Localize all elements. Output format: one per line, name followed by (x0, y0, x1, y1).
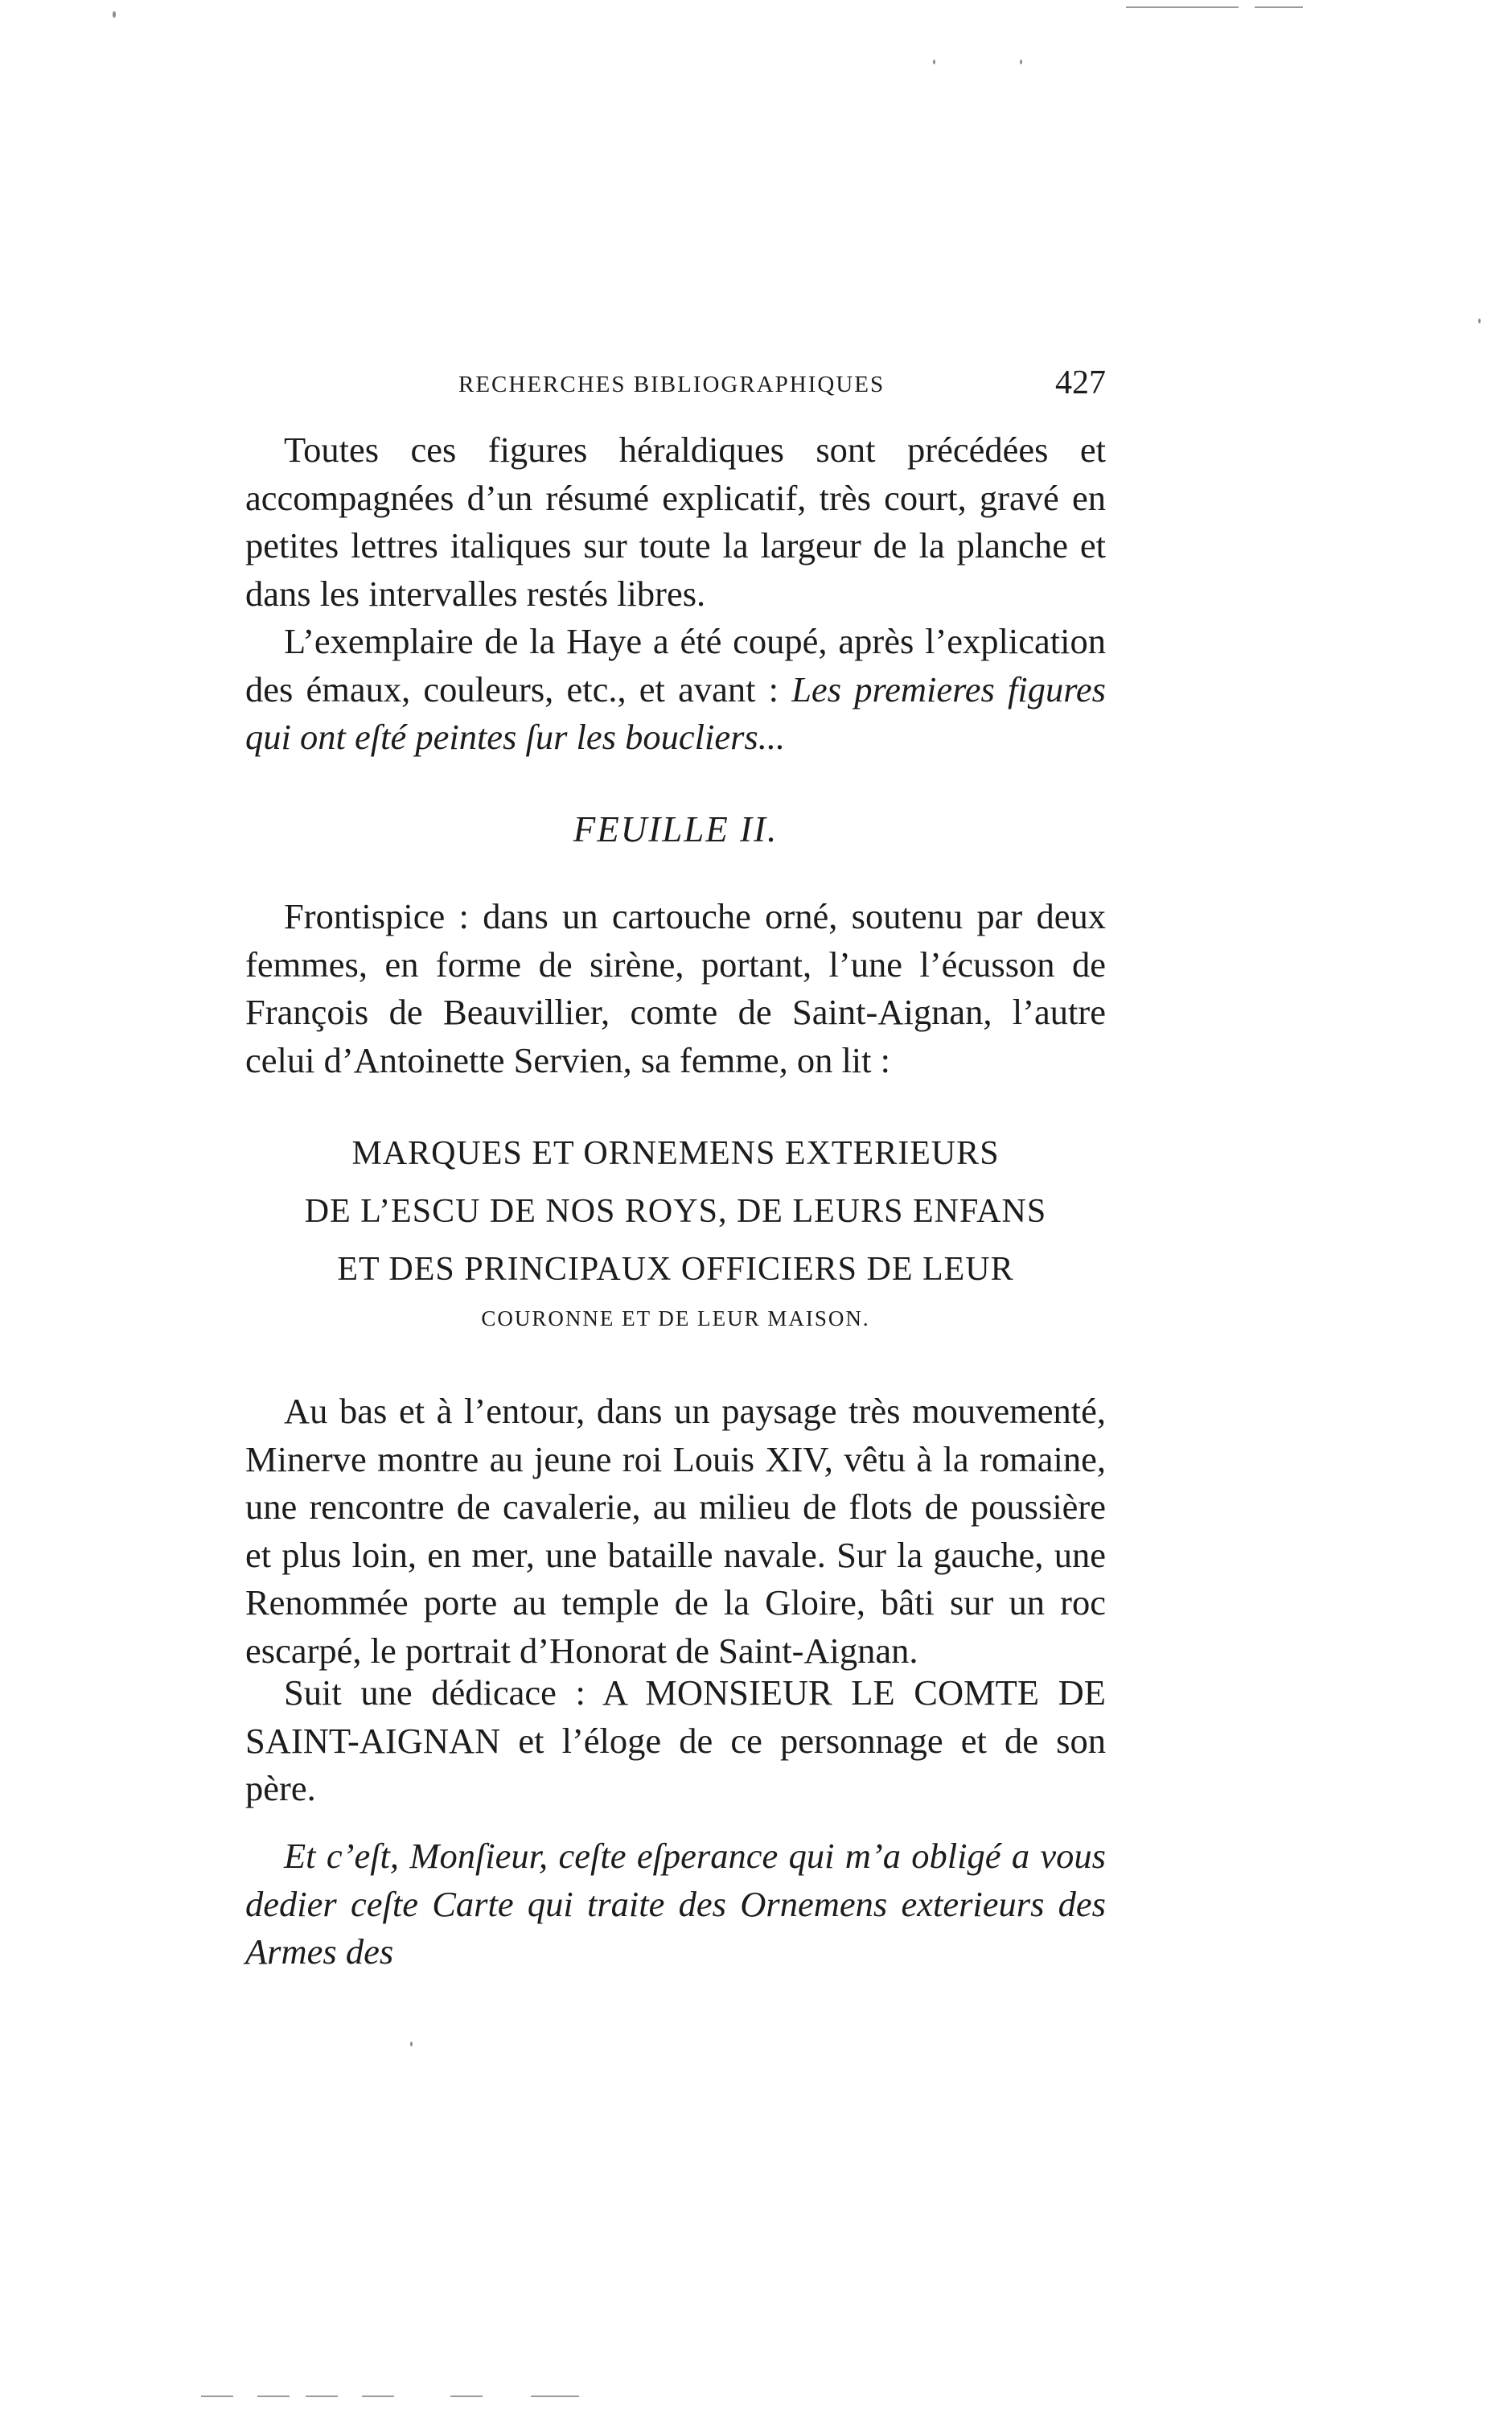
dedication-caps: A MONSIEUR LE COMTE DE SAINT-AIGNAN (245, 1672, 1106, 1761)
paragraph-text-roman: Suit une dédicace : (284, 1672, 602, 1713)
scan-edge-mark (531, 2396, 579, 2397)
paragraph-la-haye-copy (245, 618, 1106, 762)
paragraph-text (245, 618, 1106, 762)
scan-edge-mark (1255, 6, 1303, 8)
scan-edge-mark (201, 2396, 233, 2397)
paragraph-text-roman: et l’éloge de ce personnage et de son père. (245, 1720, 1106, 1808)
running-title: RECHERCHES BIBLIOGRAPHIQUES (458, 372, 885, 397)
paragraph-text: Frontispice : dans un cartouche orné, soutenu par deux femmes, en forme de sirène, portant, l’une l’écusson de François de Beauvillier, comte de Saint-Aignan, l’autre celui d’Antoinette Servien, sa femme, on lit : (245, 896, 1106, 1080)
paragraph-text-roman: L’exemplaire de la Haye a été coupé, après l’explication des émaux, couleurs, etc., et avant : (245, 621, 1106, 709)
scan-speck (1020, 60, 1022, 64)
scan-speck (1478, 319, 1481, 323)
title-line-small: COURONNE ET DE LEUR MAISON. (481, 1306, 870, 1330)
running-head (245, 364, 1106, 412)
paragraph-italic-quote (245, 1832, 1106, 1976)
quoted-italic-text: Les premieres figures qui ont eſté peintes ſur les boucliers... (245, 668, 1106, 757)
paragraph-text (245, 1669, 1106, 1813)
engraved-title-block (245, 1125, 1106, 1339)
paragraph-frontispiece (245, 893, 1106, 1084)
title-line: MARQUES ET ORNEMENS EXTERIEURS (351, 1135, 1000, 1172)
scan-edge-mark (362, 2396, 394, 2397)
page-number: 427 (1055, 364, 1106, 401)
scan-edge-mark (257, 2396, 290, 2397)
scan-speck (113, 11, 116, 18)
paragraph-text: Toutes ces figures héraldiques sont précédées et accompagnées d’un résumé explicatif, très court, gravé en petites lettres italiques sur toute la largeur de la planche et dans les intervalles restés libres. (245, 430, 1106, 614)
paragraph-heraldic-figures (245, 426, 1106, 618)
paragraph-dedication (245, 1669, 1106, 1813)
section-heading: FEUILLE II. (573, 809, 779, 849)
paragraph-text: Au bas et à l’entour, dans un paysage très mouvementé, Minerve montre au jeune roi Louis XIV, vêtu à la romaine, une rencontre de cavalerie, au milieu de flots de poussière et plus loin, en mer, une bataille navale. Sur la gauche, une Renommée porte au temple de la Gloire, bâti sur un roc escarpé, le portrait d’Honorat de Saint-Aignan. (245, 1391, 1106, 1671)
title-line: DE L’ESCU DE NOS ROYS, DE LEURS ENFANS (304, 1193, 1047, 1230)
scan-speck (410, 2042, 413, 2046)
title-line: ET DES PRINCIPAUX OFFICIERS DE LEUR (337, 1251, 1014, 1288)
scan-edge-mark (306, 2396, 338, 2397)
scan-speck (933, 60, 935, 64)
scan-edge-mark (450, 2396, 483, 2397)
paragraph-landscape-description (245, 1388, 1106, 1675)
scan-edge-mark (1126, 6, 1239, 8)
paragraph-text: Et c’eſt, Monſieur, ceſte eſperance qui m’a obligé a vous dedier ceſte Carte qui traite des Ornemens exterieurs des Armes des (245, 1836, 1106, 1972)
